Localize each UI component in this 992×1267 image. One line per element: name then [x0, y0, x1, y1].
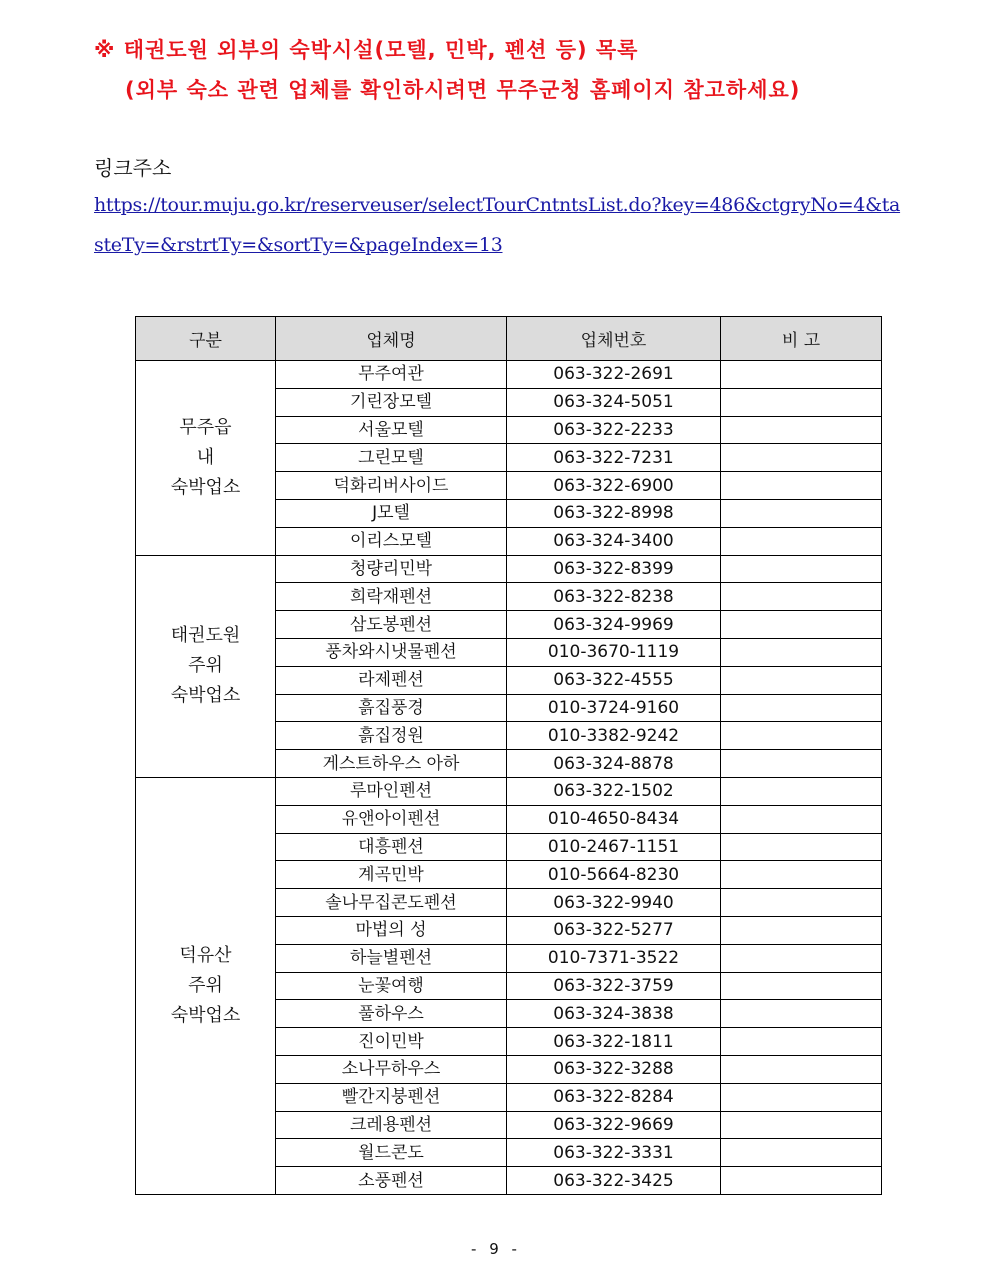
note-cell	[721, 861, 882, 889]
phone-cell: 063-322-3331	[507, 1139, 721, 1167]
group-label-line: 숙박업소	[170, 685, 241, 707]
phone-cell: 010-7371-3522	[507, 944, 721, 972]
business-name-cell: 그린모텔	[276, 444, 507, 472]
phone-cell: 010-3724-9160	[507, 694, 721, 722]
table-header-row	[136, 317, 882, 361]
note-cell	[721, 694, 882, 722]
header-note: 비 고	[721, 317, 882, 361]
business-name-cell: 눈꽃여행	[276, 972, 507, 1000]
business-name-cell: 라제펜션	[276, 666, 507, 694]
note-cell	[721, 916, 882, 944]
group-label	[136, 555, 276, 777]
link-label: 링크주소	[94, 156, 172, 180]
phone-cell: 063-324-3400	[507, 527, 721, 555]
link-url-line2[interactable]: steTy=&rstrtTy=&sortTy=&pageIndex=13	[94, 234, 503, 256]
business-name-cell: 월드콘도	[276, 1139, 507, 1167]
business-name-cell: 대흥펜션	[276, 833, 507, 861]
group-label-line: 주위	[188, 974, 223, 996]
business-name-cell: 흙집정원	[276, 722, 507, 750]
note-cell	[721, 722, 882, 750]
note-cell	[721, 1083, 882, 1111]
business-name-cell: 소풍펜션	[276, 1167, 507, 1195]
business-name-cell: 흙집풍경	[276, 694, 507, 722]
phone-cell: 063-322-8998	[507, 499, 721, 527]
table-row	[136, 555, 882, 583]
business-name-cell: 서울모텔	[276, 416, 507, 444]
note-cell	[721, 527, 882, 555]
note-cell	[721, 1139, 882, 1167]
business-name-cell: 기린장모텔	[276, 388, 507, 416]
note-cell	[721, 944, 882, 972]
phone-cell: 063-324-5051	[507, 388, 721, 416]
group-label	[136, 777, 276, 1194]
note-cell	[721, 611, 882, 639]
note-cell	[721, 1055, 882, 1083]
group-label-line: 숙박업소	[170, 1004, 241, 1026]
table-row	[136, 777, 882, 805]
group-label-line: 숙박업소	[170, 476, 241, 498]
phone-cell: 063-322-2691	[507, 361, 721, 389]
note-cell	[721, 805, 882, 833]
note-cell	[721, 750, 882, 778]
phone-cell: 063-322-3288	[507, 1055, 721, 1083]
notice-subtitle: (외부 숙소 관련 업체를 확인하시려면 무주군청 홈페이지 참고하세요)	[125, 78, 801, 102]
note-cell	[721, 444, 882, 472]
note-cell	[721, 583, 882, 611]
phone-cell: 063-324-3838	[507, 1000, 721, 1028]
phone-cell: 063-322-3425	[507, 1167, 721, 1195]
header-phone: 업체번호	[507, 317, 721, 361]
business-name-cell: 진이민박	[276, 1028, 507, 1056]
note-cell	[721, 499, 882, 527]
phone-cell: 063-322-8238	[507, 583, 721, 611]
header-business-name: 업체명	[276, 317, 507, 361]
note-cell	[721, 889, 882, 917]
business-name-cell: 청량리민박	[276, 555, 507, 583]
phone-cell: 063-322-6900	[507, 472, 721, 500]
group-label-line: 태권도원	[170, 625, 241, 647]
phone-cell: 063-322-8284	[507, 1083, 721, 1111]
group-label-line: 주위	[188, 655, 223, 677]
phone-cell: 010-3382-9242	[507, 722, 721, 750]
phone-cell: 063-322-3759	[507, 972, 721, 1000]
group-label	[136, 361, 276, 556]
business-name-cell: 게스트하우스 아하	[276, 750, 507, 778]
note-cell	[721, 1028, 882, 1056]
note-cell	[721, 416, 882, 444]
phone-cell: 063-322-2233	[507, 416, 721, 444]
phone-cell: 010-5664-8230	[507, 861, 721, 889]
business-name-cell: 이리스모텔	[276, 527, 507, 555]
note-cell	[721, 472, 882, 500]
note-cell	[721, 1167, 882, 1195]
note-cell	[721, 833, 882, 861]
phone-cell: 063-324-8878	[507, 750, 721, 778]
header-category: 구분	[136, 317, 276, 361]
group-label-line: 내	[196, 446, 215, 468]
phone-cell: 063-322-5277	[507, 916, 721, 944]
note-cell	[721, 972, 882, 1000]
page-number: - 9 -	[471, 1240, 521, 1258]
phone-cell: 010-3670-1119	[507, 638, 721, 666]
business-name-cell: 유앤아이펜션	[276, 805, 507, 833]
phone-cell: 063-322-9940	[507, 889, 721, 917]
group-label-line: 덕유산	[179, 944, 232, 966]
business-name-cell: 희락재펜션	[276, 583, 507, 611]
business-name-cell: 솔나무집콘도펜션	[276, 889, 507, 917]
business-name-cell: 하늘별펜션	[276, 944, 507, 972]
business-name-cell: 소나무하우스	[276, 1055, 507, 1083]
business-name-cell: 크레용펜션	[276, 1111, 507, 1139]
link-url-line1[interactable]: https://tour.muju.go.kr/reserveuser/selectTourCntntsList.do?key=486&ctgryNo=4&ta	[94, 194, 901, 216]
table-row	[136, 361, 882, 389]
business-name-cell: 덕화리버사이드	[276, 472, 507, 500]
business-name-cell: 루마인펜션	[276, 777, 507, 805]
business-name-cell: 삼도봉펜션	[276, 611, 507, 639]
phone-cell: 010-4650-8434	[507, 805, 721, 833]
business-name-cell: J모텔	[276, 499, 507, 527]
note-cell	[721, 1000, 882, 1028]
notice-title: ※ 태권도원 외부의 숙박시설(모텔, 민박, 펜션 등) 목록	[94, 38, 639, 62]
phone-cell: 063-322-1502	[507, 777, 721, 805]
accommodation-table	[135, 316, 882, 1195]
business-name-cell: 마법의 성	[276, 916, 507, 944]
note-cell	[721, 388, 882, 416]
business-name-cell: 풀하우스	[276, 1000, 507, 1028]
business-name-cell: 무주여관	[276, 361, 507, 389]
table-body	[136, 361, 882, 1195]
phone-cell: 063-322-9669	[507, 1111, 721, 1139]
phone-cell: 063-324-9969	[507, 611, 721, 639]
business-name-cell: 계곡민박	[276, 861, 507, 889]
phone-cell: 063-322-4555	[507, 666, 721, 694]
phone-cell: 010-2467-1151	[507, 833, 721, 861]
group-label-line: 무주읍	[179, 416, 232, 438]
business-name-cell: 풍차와시냇물펜션	[276, 638, 507, 666]
note-cell	[721, 666, 882, 694]
note-cell	[721, 1111, 882, 1139]
note-cell	[721, 777, 882, 805]
business-name-cell: 빨간지붕펜션	[276, 1083, 507, 1111]
phone-cell: 063-322-1811	[507, 1028, 721, 1056]
note-cell	[721, 638, 882, 666]
note-cell	[721, 555, 882, 583]
phone-cell: 063-322-7231	[507, 444, 721, 472]
phone-cell: 063-322-8399	[507, 555, 721, 583]
note-cell	[721, 361, 882, 389]
